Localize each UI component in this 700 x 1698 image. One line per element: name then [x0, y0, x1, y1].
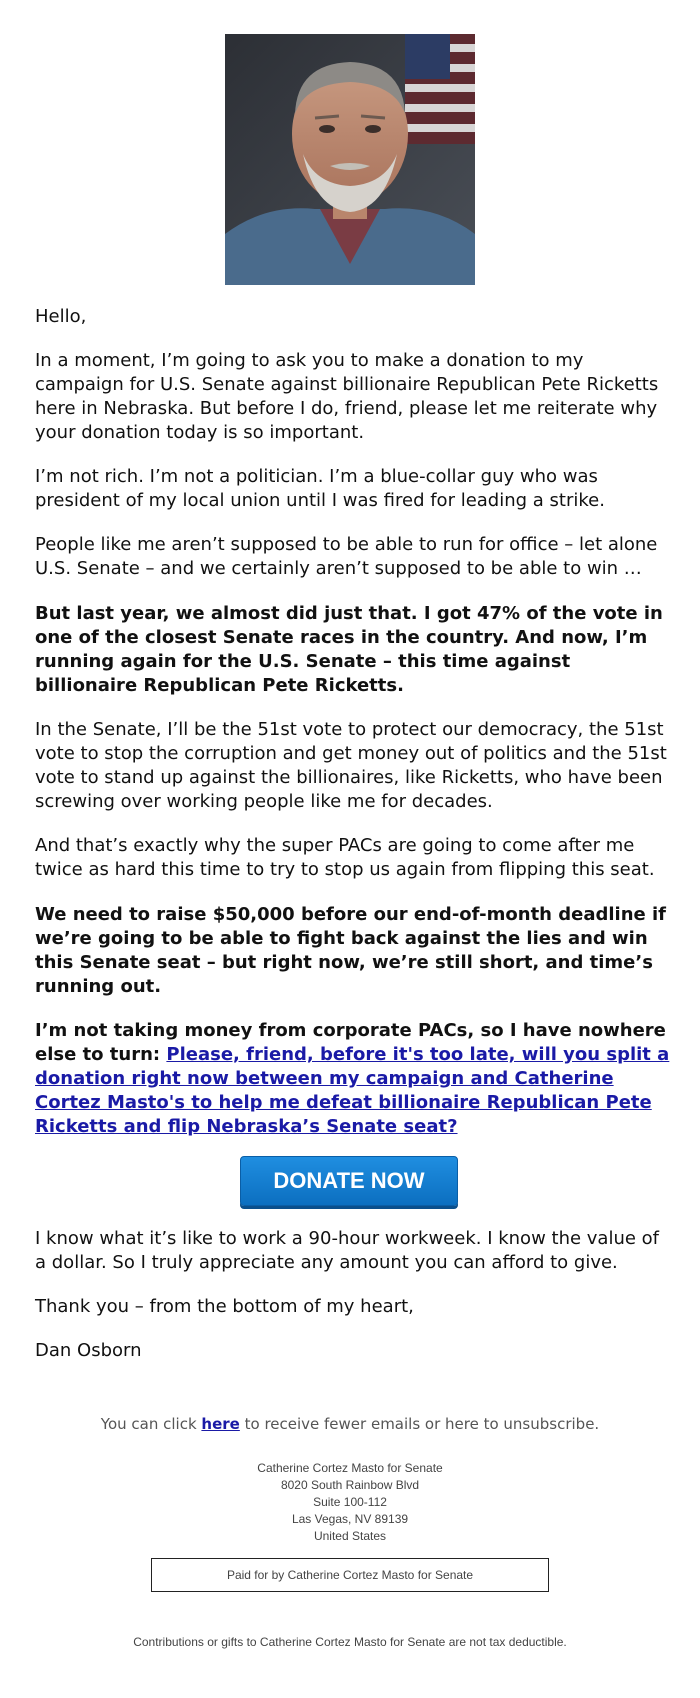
- paragraph-super-pacs: And that’s exactly why the super PACs are going to come after me twice as hard this time to try to stop us again from flipping this seat.: [35, 835, 655, 880]
- greeting: Hello,: [35, 306, 87, 327]
- donate-now-button[interactable]: DONATE NOW: [240, 1156, 458, 1206]
- address-line: 8020 South Rainbow Blvd: [280, 1478, 420, 1492]
- signature: Dan Osborn: [35, 1340, 142, 1361]
- paragraph-51st-vote: In the Senate, I’ll be the 51st vote to protect our democracy, the 51st vote to stop the corruption and get money out of politics and the 51st vote to stand up against the billionaires, like Ricketts, who have been screwing over working people like me for decades.: [35, 719, 667, 812]
- paragraph-intro: In a moment, I’m going to ask you to make a donation to my campaign for U.S. Senate against billionaire Republican Pete Ricketts here in Nebraska. But before I do, friend, please let me reiterate why your donation today is so important.: [35, 350, 659, 443]
- paid-for-disclaimer: Paid for by Catherine Cortez Masto for Senate: [151, 1558, 549, 1592]
- email-preferences: [0, 1415, 700, 1433]
- paragraph-raise-goal: We need to raise $50,000 before our end-of-month deadline if we’re going to be able to fight back against the lies and win this Senate seat – but right now, we’re still short, and time’s running out.: [35, 904, 667, 997]
- paragraph-workweek: I know what it’s like to work a 90-hour workweek. I know the value of a dollar. So I truly appreciate any amount you can afford to give.: [35, 1228, 660, 1273]
- paragraph-ask: [35, 1019, 670, 1139]
- paragraph-people-like-me: People like me aren’t supposed to be able to run for office – let alone U.S. Senate – and we certainly aren’t supposed to be able to win …: [35, 534, 658, 579]
- address-line: Suite 100-112: [313, 1495, 387, 1509]
- candidate-photo: [225, 34, 475, 285]
- address-line: United States: [313, 1529, 387, 1543]
- address-line: Catherine Cortez Masto for Senate: [257, 1461, 443, 1475]
- mailing-address: [0, 1460, 700, 1545]
- donation-ask-link[interactable]: Please, friend, before it's too late, will you split a donation right now between my campaign and Catherine Cortez Masto's to help me defeat billionaire Republican Pete Ricketts and flip Nebraska’s Senate seat?: [35, 1044, 670, 1137]
- address-line: Las Vegas, NV 89139: [291, 1512, 409, 1526]
- ask-lead-text: I’m not taking money from corporate PACs, so I have nowhere else to turn:: [35, 1020, 666, 1065]
- fewer-emails-link[interactable]: here: [201, 1415, 240, 1433]
- paragraph-thank-you: Thank you – from the bottom of my heart,: [35, 1296, 414, 1317]
- pref-text-before: You can click: [100, 1415, 202, 1433]
- paragraph-not-rich: I’m not rich. I’m not a politician. I’m a blue-collar guy who was president of my local union until I was fired for leading a strike.: [35, 466, 605, 511]
- pref-text-after: to receive fewer emails or here to unsubscribe.: [239, 1415, 600, 1433]
- tax-disclaimer: Contributions or gifts to Catherine Cortez Masto for Senate are not tax deductible.: [133, 1635, 567, 1649]
- paragraph-last-year: But last year, we almost did just that. I got 47% of the vote in one of the closest Senate races in the country. And now, I’m running again for the U.S. Senate – this time against billionaire Republican Pete Ricketts.: [35, 603, 663, 696]
